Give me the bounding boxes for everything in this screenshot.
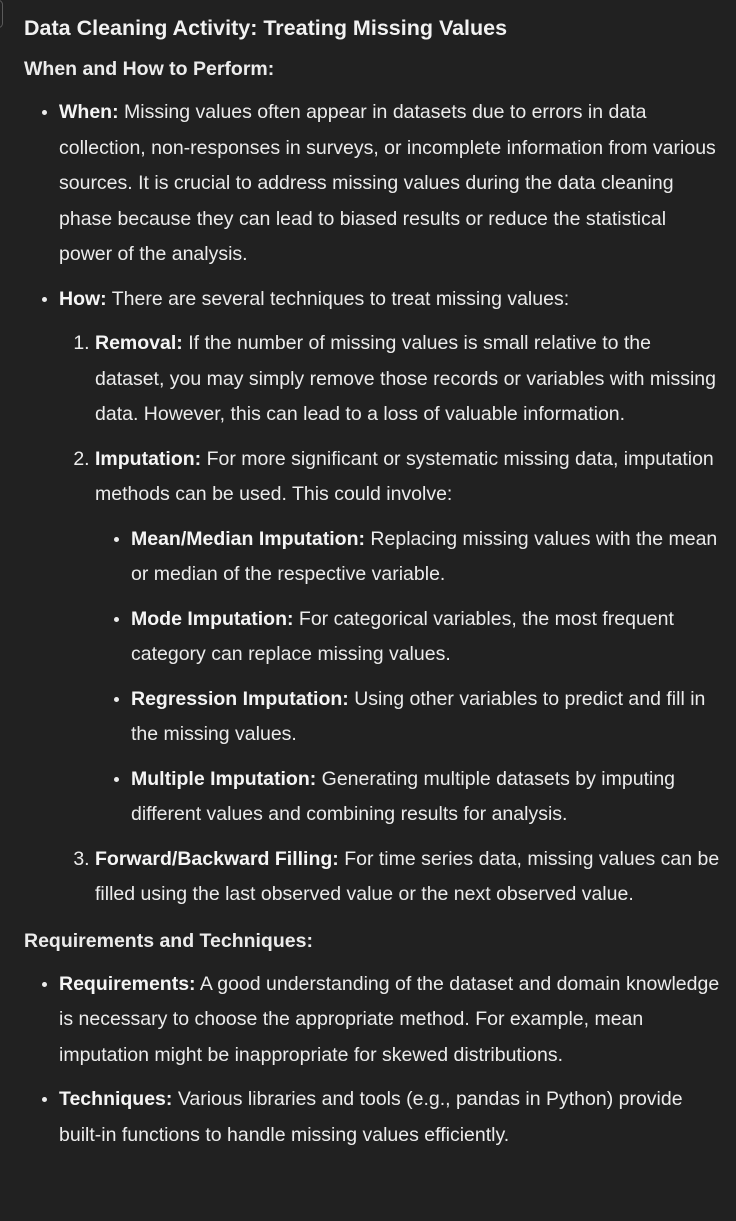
label-imputation: Imputation: (95, 447, 202, 470)
method-regression (131, 682, 724, 753)
method-multiple (131, 762, 724, 833)
message-content (24, 9, 724, 1162)
text-when: Missing values often appear in datasets due to errors in data collection, non-responses in surveys, or incomplete information from various sources. It is crucial to address missing values during the data cleaning phase because they can lead to biased results or reduce the statistical power of the analysis. (59, 101, 716, 265)
label-mean-median: Mean/Median Imputation: (131, 527, 365, 550)
method-mean-median (131, 522, 724, 593)
list-item-how (59, 282, 724, 913)
text-imputation: For more significant or systematic missing data, imputation methods can be used. This could involve: (95, 447, 714, 505)
requirements-list (24, 967, 724, 1154)
imputation-methods-list (95, 522, 724, 833)
label-removal: Removal: (95, 332, 183, 354)
label-multiple: Multiple Imputation: (131, 767, 317, 790)
technique-forward-backward (95, 842, 724, 913)
text-forward-backward: For time series data, missing values can be filled using the last observed value or the next observed value. (95, 847, 720, 905)
page-title: Data Cleaning Activity: Treating Missing Values (24, 16, 508, 40)
section-heading-requirements: Requirements and Techniques: (24, 929, 313, 952)
label-how: How: (59, 287, 107, 310)
text-how: There are several techniques to treat missing values: (106, 287, 570, 310)
method-mode (131, 602, 724, 673)
label-techniques: Techniques: (59, 1088, 173, 1110)
text-removal: If the number of missing values is small relative to the dataset, you may simply remove those records or variables with missing data. However, this can lead to a loss of valuable information. (95, 332, 716, 425)
label-when: When: (59, 101, 119, 123)
label-requirements: Requirements: (59, 972, 196, 995)
text-requirements: A good understanding of the dataset and domain knowledge is necessary to choose the appropriate method. For example, mean imputation might be inappropriate for skewed distributions. (59, 972, 720, 1066)
text-multiple: Generating multiple datasets by imputing different values and combining results for analysis. (131, 767, 676, 825)
techniques-list (59, 326, 724, 913)
when-how-list (24, 95, 724, 913)
list-item-requirements (59, 967, 724, 1074)
label-forward-backward: Forward/Backward Filling: (95, 847, 339, 870)
technique-imputation (95, 442, 724, 833)
list-item-techniques (59, 1082, 724, 1153)
edge-scroll-indicator (0, 0, 3, 28)
label-mode: Mode Imputation: (131, 607, 294, 630)
text-regression: Using other variables to predict and fill in the missing values. (131, 687, 706, 745)
technique-removal (95, 326, 724, 433)
text-mode: For categorical variables, the most frequent category can replace missing values. (131, 607, 674, 665)
list-item-when (59, 95, 724, 273)
text-mean-median: Replacing missing values with the mean or median of the respective variable. (131, 527, 718, 585)
label-regression: Regression Imputation: (131, 687, 349, 710)
section-heading-when-how: When and How to Perform: (24, 58, 275, 80)
text-techniques: Various libraries and tools (e.g., pandas in Python) provide built-in functions to handle missing values efficiently. (59, 1088, 683, 1146)
